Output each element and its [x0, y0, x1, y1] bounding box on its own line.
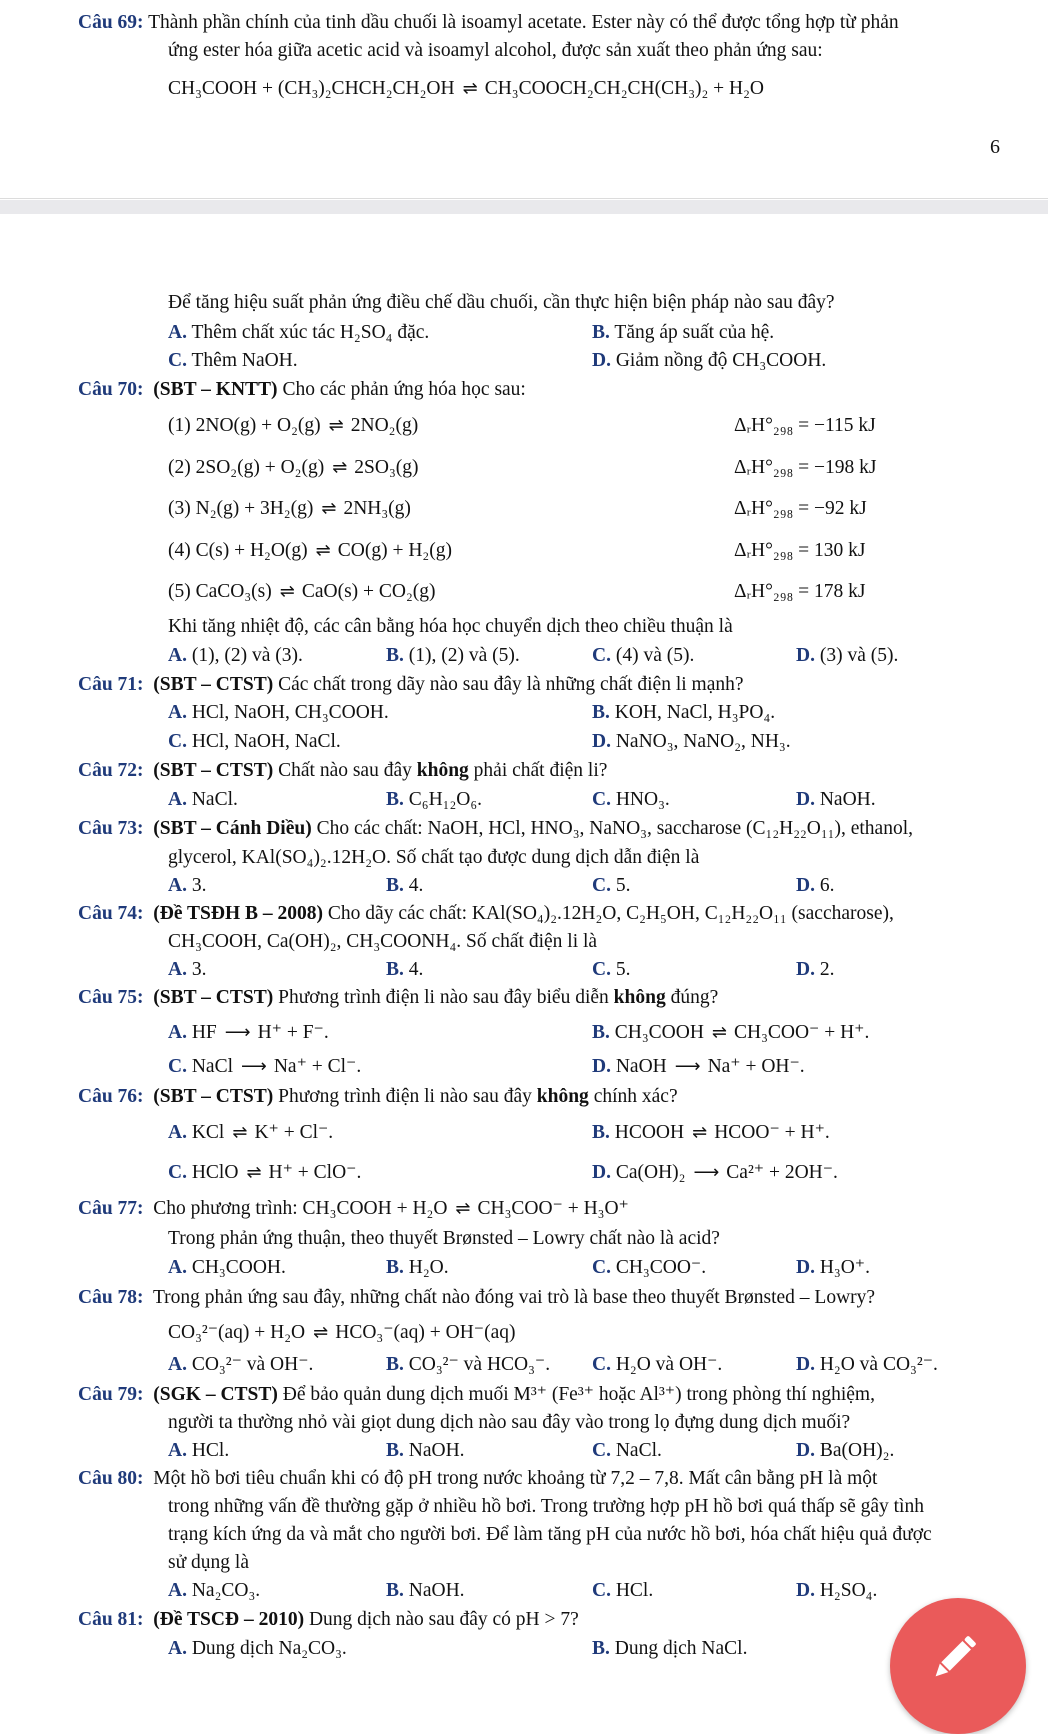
q79-option-b: B. NaOH. — [386, 1440, 465, 1461]
q78-option-d: D. H₂O và CO₃²⁻. — [796, 1354, 938, 1375]
q77-stem: Câu 77: Cho phương trình: CH₃COOH + H₂O ⇌ CH₃COO⁻ + H₃O⁺ — [78, 1198, 629, 1219]
q81-option-a: A. Dung dịch Na₂CO₃. — [168, 1638, 347, 1659]
q80-option-d: D. H₂SO₄. — [796, 1580, 878, 1601]
q79-option-c: C. NaCl. — [592, 1440, 662, 1461]
q74-line1: Câu 74: (Đề TSĐH B – 2008) Cho dãy các chất: KAl(SO₄)₂.12H₂O, C₂H₅OH, C₁₂H₂₂O₁₁ (saccharose), — [78, 903, 894, 924]
q69-option-b: B. Tăng áp suất của hệ. — [592, 322, 775, 343]
q70-reaction-4: (4) C(s) + H₂O(g) ⇌ CO(g) + H₂(g) — [168, 540, 452, 561]
q76-option-d: D. Ca(OH)₂ ⟶ Ca²⁺ + 2OH⁻. — [592, 1162, 838, 1183]
q80-line4: sử dụng là — [168, 1552, 249, 1573]
page-break — [0, 200, 1048, 214]
q80-option-b: B. NaOH. — [386, 1580, 465, 1601]
q80-line3: trạng kích ứng da và mắt cho người bơi. Để làm tăng pH của nước hồ bơi, hóa chất hiệu quả được — [168, 1524, 932, 1545]
q70-reaction-5: (5) CaCO₃(s) ⇌ CaO(s) + CO₂(g) — [168, 581, 436, 602]
equilibrium-arrow-icon: ⇌ — [232, 1122, 247, 1143]
q71-option-c: C. HCl, NaOH, NaCl. — [168, 731, 341, 752]
pencil-icon — [926, 1630, 982, 1686]
equilibrium-arrow-icon: ⇌ — [279, 581, 294, 602]
equilibrium-arrow-icon: ⇌ — [711, 1022, 726, 1043]
q76-option-b: B. HCOOH ⇌ HCOO⁻ + H⁺. — [592, 1122, 830, 1143]
q70-question: Khi tăng nhiệt độ, các cân bằng hóa học chuyển dịch theo chiều thuận là — [168, 616, 733, 637]
equilibrium-arrow-icon: ⇌ — [692, 1122, 707, 1143]
q71-stem: Câu 71: (SBT – CTST) Các chất trong dãy nào sau đây là những chất điện li mạnh? — [78, 674, 744, 695]
q73-option-b: B. 4. — [386, 875, 424, 896]
q69-line2: ứng ester hóa giữa acetic acid và isoamyl alcohol, được sản xuất theo phản ứng sau: — [168, 40, 823, 61]
q70-reaction-2: (2) 2SO₂(g) + O₂(g) ⇌ 2SO₃(g) — [168, 457, 419, 478]
q77-option-d: D. H₃O⁺. — [796, 1257, 870, 1278]
q70-reaction-1: (1) 2NO(g) + O₂(g) ⇌ 2NO₂(g) — [168, 415, 419, 436]
q70-option-d: D. (3) và (5). — [796, 645, 899, 666]
q71-option-d: D. NaNO₃, NaNO₂, NH₃. — [592, 731, 791, 752]
q78-option-a: A. CO₃²⁻ và OH⁻. — [168, 1354, 314, 1375]
forward-arrow-icon: ⟶ — [224, 1022, 250, 1043]
q81-option-b: B. Dung dịch NaCl. — [592, 1638, 748, 1659]
edit-button[interactable] — [890, 1598, 1026, 1734]
q73-option-a: A. 3. — [168, 875, 207, 896]
q79-line2: người ta thường nhỏ vài giọt dung dịch nào sau đây vào trong lọ đựng dung dịch muối? — [168, 1412, 851, 1433]
q73-option-c: C. 5. — [592, 875, 631, 896]
page-break-line — [0, 198, 1048, 199]
equilibrium-arrow-icon: ⇌ — [455, 1198, 470, 1219]
q80-line1: Câu 80: Một hồ bơi tiêu chuẩn khi có độ pH trong nước khoảng từ 7,2 – 7,8. Mất cân bằng pH là một — [78, 1468, 878, 1489]
equilibrium-arrow-icon: ⇌ — [313, 1322, 328, 1343]
q78-stem: Câu 78: Trong phản ứng sau đây, những chất nào đóng vai trò là base theo thuyết Brønsted – Lowry? — [78, 1287, 876, 1308]
q74-option-b: B. 4. — [386, 959, 424, 980]
q75-stem: Câu 75: (SBT – CTST) Phương trình điện li nào sau đây biểu diễn không đúng? — [78, 987, 719, 1008]
q73-option-d: D. 6. — [796, 875, 835, 896]
q76-option-a: A. KCl ⇌ K⁺ + Cl⁻. — [168, 1122, 334, 1143]
q70-option-b: B. (1), (2) và (5). — [386, 645, 520, 666]
equilibrium-arrow-icon: ⇌ — [328, 415, 343, 436]
q70-enthalpy-3: ΔᵣH°₂₉₈ = −92 kJ — [734, 498, 867, 519]
q80-option-c: C. HCl. — [592, 1580, 654, 1601]
q80-option-a: A. Na₂CO₃. — [168, 1580, 261, 1601]
equilibrium-arrow-icon: ⇌ — [315, 540, 330, 561]
equilibrium-arrow-icon: ⇌ — [321, 498, 336, 519]
q79-option-d: D. Ba(OH)₂. — [796, 1440, 895, 1461]
q74-option-a: A. 3. — [168, 959, 207, 980]
q77-line2: Trong phản ứng thuận, theo thuyết Brønsted – Lowry chất nào là acid? — [168, 1228, 720, 1249]
q70-option-c: C. (4) và (5). — [592, 645, 695, 666]
q76-option-c: C. HClO ⇌ H⁺ + ClO⁻. — [168, 1162, 362, 1183]
q75-option-c: C. NaCl ⟶ Na⁺ + Cl⁻. — [168, 1056, 362, 1077]
q78-option-b: B. CO₃²⁻ và HCO₃⁻. — [386, 1354, 551, 1375]
q73-line1: Câu 73: (SBT – Cánh Diều) Cho các chất: NaOH, HCl, HNO₃, NaNO₃, saccharose (C₁₂H₂₂O₁₁), ethanol, — [78, 818, 913, 839]
equilibrium-arrow-icon: ⇌ — [246, 1162, 261, 1183]
q69-question: Để tăng hiệu suất phản ứng điều chế dầu chuối, cần thực hiện biện pháp nào sau đây? — [168, 292, 835, 313]
q70-enthalpy-1: ΔᵣH°₂₉₈ = −115 kJ — [734, 415, 876, 436]
q70-enthalpy-2: ΔᵣH°₂₉₈ = −198 kJ — [734, 457, 877, 478]
q72-option-b: B. C₆H₁₂O₆. — [386, 789, 483, 810]
q78-equation: CO₃²⁻(aq) + H₂O ⇌ HCO₃⁻(aq) + OH⁻(aq) — [168, 1322, 516, 1343]
q69-line1: Câu 69: Thành phần chính của tinh dầu chuối là isoamyl acetate. Ester này có thể được tổng hợp từ phản — [78, 12, 899, 33]
q72-option-d: D. NaOH. — [796, 789, 876, 810]
q72-stem: Câu 72: (SBT – CTST) Chất nào sau đây không phải chất điện li? — [78, 760, 608, 781]
q73-line2: glycerol, KAl(SO₄)₂.12H₂O. Số chất tạo được dung dịch dẫn điện là — [168, 847, 700, 868]
q72-option-a: A. NaCl. — [168, 789, 238, 810]
forward-arrow-icon: ⟶ — [693, 1162, 719, 1183]
q70-enthalpy-4: ΔᵣH°₂₉₈ = 130 kJ — [734, 540, 866, 561]
q69-option-a: A. Thêm chất xúc tác H₂SO₄ đặc. — [168, 322, 430, 343]
q80-line2: trong những vấn đề thường gặp ở nhiều hồ bơi. Trong trường hợp pH hồ bơi quá thấp sẽ gây tình — [168, 1496, 924, 1517]
q74-line2: CH₃COOH, Ca(OH)₂, CH₃COONH₄. Số chất điện li là — [168, 931, 598, 952]
q76-stem: Câu 76: (SBT – CTST) Phương trình điện li nào sau đây không chính xác? — [78, 1086, 678, 1107]
q77-option-b: B. H₂O. — [386, 1257, 449, 1278]
equilibrium-arrow-icon: ⇌ — [332, 457, 347, 478]
q75-option-d: D. NaOH ⟶ Na⁺ + OH⁻. — [592, 1056, 805, 1077]
q70-reaction-3: (3) N₂(g) + 3H₂(g) ⇌ 2NH₃(g) — [168, 498, 411, 519]
page-number: 6 — [990, 136, 1000, 158]
q72-option-c: C. HNO₃. — [592, 789, 670, 810]
q77-option-a: A. CH₃COOH. — [168, 1257, 286, 1278]
q81-stem: Câu 81: (Đề TSCĐ – 2010) Dung dịch nào sau đây có pH > 7? — [78, 1609, 579, 1630]
q74-option-c: C. 5. — [592, 959, 631, 980]
q75-option-a: A. HF ⟶ H⁺ + F⁻. — [168, 1022, 329, 1043]
q69-equation: CH₃COOH + (CH₃)₂CHCH₂CH₂OH ⇌ CH₃COOCH₂CH₂CH(CH₃)₂ + H₂O — [168, 78, 764, 99]
q71-option-a: A. HCl, NaOH, CH₃COOH. — [168, 702, 389, 723]
q78-option-c: C. H₂O và OH⁻. — [592, 1354, 723, 1375]
q69-label: Câu 69: — [78, 12, 144, 33]
q70-option-a: A. (1), (2) và (3). — [168, 645, 303, 666]
q69-option-c: C. Thêm NaOH. — [168, 350, 298, 371]
q70-enthalpy-5: ΔᵣH°₂₉₈ = 178 kJ — [734, 581, 866, 602]
q74-option-d: D. 2. — [796, 959, 835, 980]
forward-arrow-icon: ⟶ — [674, 1056, 700, 1077]
q79-option-a: A. HCl. — [168, 1440, 230, 1461]
q75-option-b: B. CH₃COOH ⇌ CH₃COO⁻ + H⁺. — [592, 1022, 870, 1043]
q77-option-c: C. CH₃COO⁻. — [592, 1257, 707, 1278]
equilibrium-arrow-icon: ⇌ — [462, 78, 477, 99]
q69-option-d: D. Giảm nồng độ CH₃COOH. — [592, 350, 827, 371]
q79-line1: Câu 79: (SGK – CTST) Để bảo quản dung dịch muối M³⁺ (Fe³⁺ hoặc Al³⁺) trong phòng thí nghiệm, — [78, 1384, 875, 1405]
q70-stem: Câu 70: (SBT – KNTT) Cho các phản ứng hóa học sau: — [78, 379, 526, 400]
q71-option-b: B. KOH, NaCl, H₃PO₄. — [592, 702, 776, 723]
forward-arrow-icon: ⟶ — [241, 1056, 266, 1077]
